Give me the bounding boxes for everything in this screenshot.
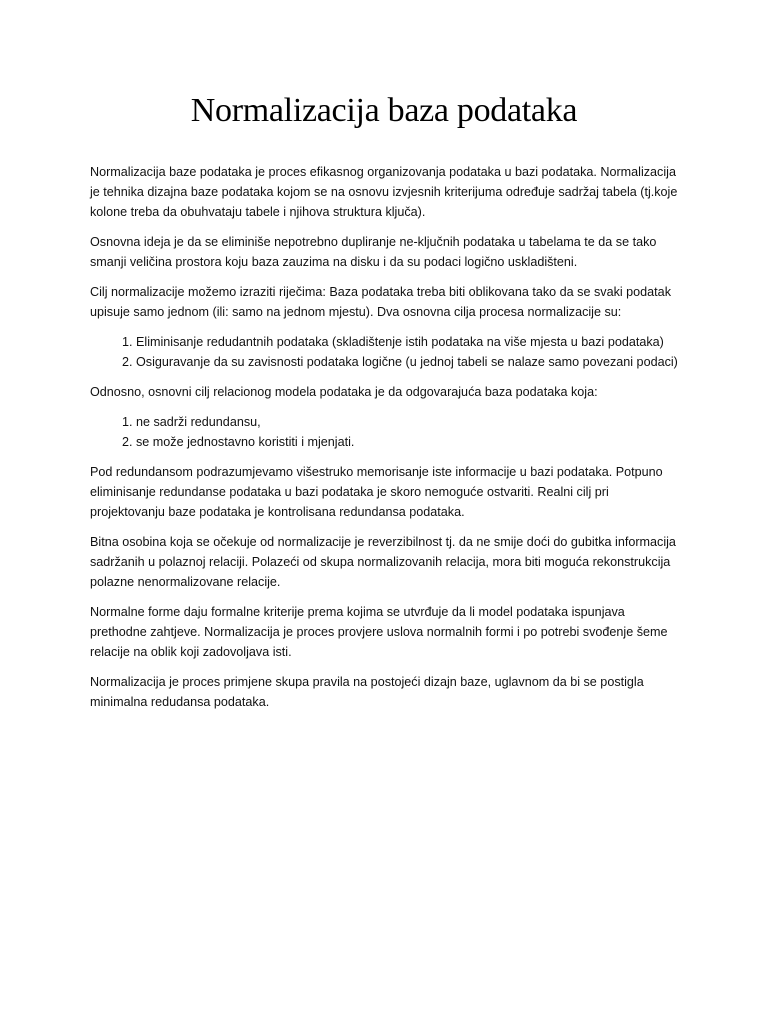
paragraph-8: Normalizacija je proces primjene skupa pravila na postojeći dizajn baze, uglavnom da bi se postigla minimalna redudansa podataka. bbox=[90, 675, 644, 709]
model-list-item: 2. se može jednostavno koristiti i mjenjati. bbox=[136, 432, 680, 452]
model-list-item: 1. ne sadrži redundansu, bbox=[136, 412, 680, 432]
paragraph-6: Bitna osobina koja se očekuje od normalizacije je reverzibilnost tj. da ne smije doći do gubitka informacija sadržanih u polaznoj relaciji. Polazeći od skupa normalizovanih relacija, mora biti moguća rekonstrukcija polazne nenormalizovane relacije. bbox=[90, 535, 676, 589]
document-title: Normalizacija baza podataka bbox=[190, 92, 578, 129]
paragraph-3: Cilj normalizacije možemo izraziti riječima: Baza podataka treba biti oblikovana tako da se svaki podatak upisuje samo jednom (ili: samo na jednom mjestu). Dva osnovna cilja procesa normalizacije su: bbox=[90, 285, 671, 319]
document-body bbox=[90, 162, 680, 722]
goals-list-item: 1. Eliminisanje redudantnih podataka (skladištenje istih podataka na više mjesta u bazi podataka) bbox=[136, 332, 680, 352]
paragraph-1: Normalizacija baze podataka je proces efikasnog organizovanja podataka u bazi podataka. Normalizacija je tehnika dizajna baze podataka kojom se na osnovu izvjesnih kriterijuma određuje sadržaj tabela (tj.koje kolone treba da obuhvataju tabele i njihova struktura ključa). bbox=[90, 165, 678, 219]
model-list bbox=[90, 412, 680, 452]
goals-list-item: 2. Osiguravanje da su zavisnosti podataka logične (u jednoj tabeli se nalaze samo povezani podaci) bbox=[136, 352, 680, 372]
goals-list bbox=[90, 332, 680, 372]
paragraph-2: Osnovna ideja je da se eliminiše nepotrebno dupliranje ne-ključnih podataka u tabelama te da se tako smanji veličina prostora koju baza zauzima na disku i da su podaci logično uskladišteni. bbox=[90, 235, 657, 269]
paragraph-4: Odnosno, osnovni cilj relacionog modela podataka je da odgovarajuća baza podataka koja: bbox=[90, 385, 598, 399]
paragraph-5: Pod redundansom podrazumjevamo višestruko memorisanje iste informacije u bazi podataka. Potpuno eliminisanje redundanse podataka u bazi podataka je skoro nemoguće ostvariti. Realni cilj pri projektovanju baze podataka je kontrolisana redundansa podataka. bbox=[90, 465, 663, 519]
paragraph-7: Normalne forme daju formalne kriterije prema kojima se utvrđuje da li model podataka ispunjava prethodne zahtjeve. Normalizacija je proces provjere uslova normalnih formi i po potrebi svođenje šeme relacije na oblik koji zadovoljava isti. bbox=[90, 605, 668, 659]
